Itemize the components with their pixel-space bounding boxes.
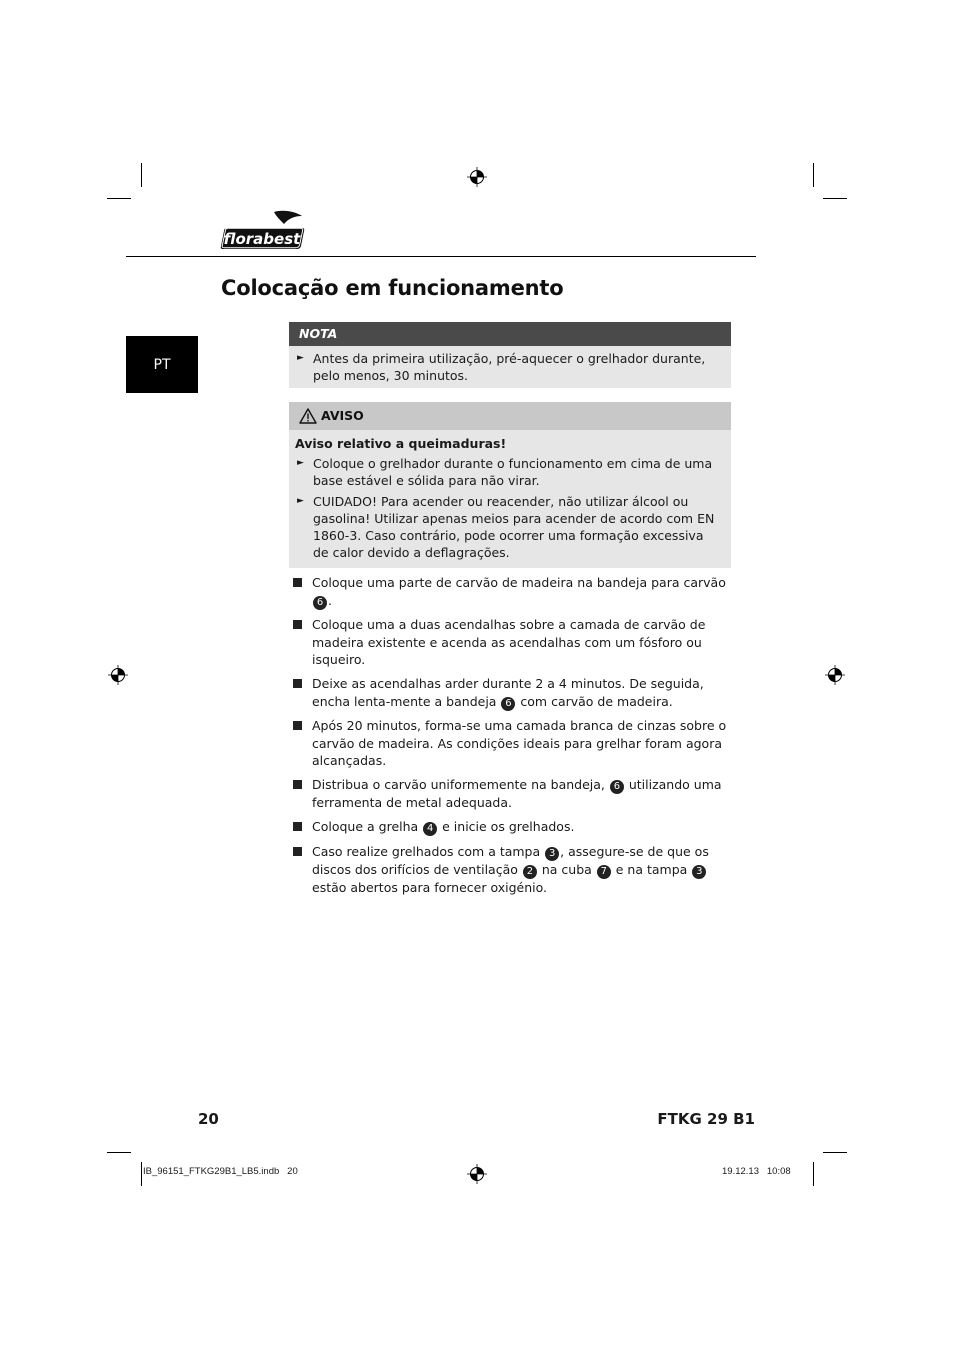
square-bullet-icon — [293, 620, 302, 629]
page-number: 20 — [198, 1110, 219, 1128]
part-number-badge: 6 — [610, 780, 624, 794]
note-list — [289, 350, 731, 384]
model-number: FTKG 29 B1 — [657, 1110, 755, 1128]
list-item — [293, 818, 733, 836]
part-number-badge: 6 — [501, 697, 515, 711]
part-number-badge: 6 — [313, 596, 327, 610]
print-slug-file: IB_96151_FTKG29B1_LB5.indb 20 — [143, 1166, 298, 1177]
step-text: , assegure-se de que os discos dos orifícios de ventilação — [312, 843, 709, 877]
header-rule — [126, 256, 756, 257]
square-bullet-icon — [293, 780, 302, 789]
note-heading: NOTA — [289, 322, 731, 346]
triangle-bullet-icon: ► — [297, 496, 304, 506]
warning-list — [289, 455, 731, 561]
square-bullet-icon — [293, 721, 302, 730]
warning-subheading: Aviso relativo a queimaduras! — [295, 436, 507, 451]
step-text: Coloque uma a duas acendalhas sobre a camada de carvão de madeira existente e acenda as acendalhas com um fósforo ou isqueiro. — [312, 617, 706, 667]
square-bullet-icon — [293, 822, 302, 831]
list-item — [293, 776, 733, 812]
list-item — [289, 455, 731, 489]
list-item — [293, 675, 733, 711]
step-text: e inicie os grelhados. — [438, 819, 575, 834]
step-text: utilizando uma ferramenta de metal adequada. — [312, 777, 722, 810]
triangle-bullet-icon: ► — [297, 458, 304, 468]
list-item — [289, 493, 731, 561]
step-text: Caso realize grelhados com a tampa — [312, 843, 545, 859]
crop-mark — [813, 163, 814, 187]
warning-item-text: CUIDADO! Para acender ou reacender, não utilizar álcool ou gasolina! Utilizar apenas meios para acender de acordo com EN 1860-3. Caso contrário, pode ocorrer uma formação excessiva de calor devido a deflagrações. — [313, 494, 715, 560]
crop-mark — [141, 163, 142, 187]
step-text: . — [328, 592, 332, 608]
list-item — [293, 843, 733, 897]
square-bullet-icon — [293, 847, 302, 856]
square-bullet-icon — [293, 679, 302, 688]
language-tab-label: PT — [153, 356, 171, 373]
language-tab — [126, 336, 198, 393]
triangle-bullet-icon: ► — [297, 353, 304, 363]
warning-triangle-icon — [299, 408, 317, 424]
warning-header — [289, 402, 731, 430]
list-item — [293, 717, 733, 770]
step-text: Distribua o carvão uniformemente na bandeja, — [312, 777, 609, 792]
warning-item-text: Coloque o grelhador durante o funcionamento em cima de uma base estável e sólida para não virar. — [313, 456, 713, 488]
part-number-badge: 7 — [597, 865, 611, 879]
square-bullet-icon — [293, 578, 302, 587]
step-text: estão abertos para fornecer oxigénio. — [312, 879, 548, 895]
step-text: Deixe as acendalhas arder durante 2 a 4 minutos. De seguida, encha lenta-mente a bandeja — [312, 676, 704, 709]
step-text: Coloque a grelha — [312, 819, 423, 834]
part-number-badge: 3 — [692, 865, 706, 879]
florabest-logo — [218, 210, 306, 252]
note-item-text: Antes da primeira utilização, pré-aquecer o grelhador durante, pelo menos, 30 minutos. — [313, 351, 706, 383]
step-text: e na tampa — [611, 861, 692, 877]
crop-mark — [813, 1162, 814, 1186]
part-number-badge: 2 — [523, 865, 537, 879]
step-text: na cuba — [537, 861, 596, 877]
warning-heading: AVISO — [321, 408, 364, 423]
list-item — [289, 350, 731, 384]
list-item — [293, 574, 733, 610]
steps-list — [293, 574, 733, 903]
list-item — [293, 616, 733, 669]
crop-mark — [823, 198, 847, 199]
crop-mark — [823, 1152, 847, 1153]
part-number-badge: 4 — [423, 822, 437, 836]
registration-mark-icon — [108, 665, 128, 685]
part-number-badge: 3 — [545, 847, 559, 861]
step-text: Após 20 minutos, forma-se uma camada branca de cinzas sobre o carvão de madeira. As condições ideais para grelhar foram agora alcançadas. — [312, 718, 727, 768]
print-slug-datetime: 19.12.13 10:08 — [722, 1166, 791, 1177]
step-text: com carvão de madeira. — [516, 693, 673, 709]
registration-mark-icon — [467, 1164, 487, 1184]
warning-box — [289, 402, 731, 568]
crop-mark — [141, 1162, 142, 1186]
registration-mark-icon — [467, 167, 487, 187]
note-box — [289, 322, 731, 388]
page-title: Colocação em funcionamento — [221, 276, 564, 300]
crop-mark — [107, 198, 131, 199]
crop-mark — [107, 1152, 131, 1153]
registration-mark-icon — [825, 665, 845, 685]
logo-text: florabest — [223, 230, 301, 248]
step-text: Coloque uma parte de carvão de madeira na bandeja para carvão — [312, 575, 726, 590]
